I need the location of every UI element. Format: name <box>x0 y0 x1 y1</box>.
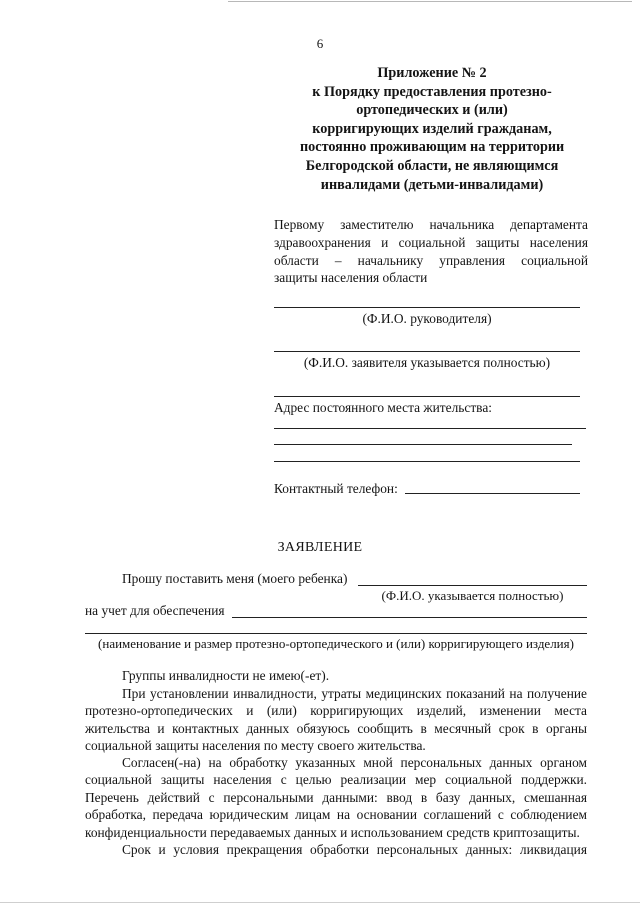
appendix-line: постоянно проживающим на территории <box>300 139 565 156</box>
appendix-line: ортопедических и (или) <box>356 102 508 119</box>
appendix-line: к Порядку предоставления протезно- <box>312 83 552 100</box>
applicant-name-field[interactable] <box>274 351 580 352</box>
addressee-line: области – начальнику управления социальной <box>274 252 588 268</box>
head-name-field[interactable] <box>274 307 580 308</box>
paragraph-line: социальной защиты населения по месту своего жительства. <box>85 738 426 754</box>
appendix-line: корригирующих изделий гражданам, <box>312 120 552 137</box>
paragraph-line: Согласен(-на) на обработку указанных мной персональных данных органом <box>122 755 587 770</box>
scan-edge-bottom <box>0 902 640 903</box>
paragraph-line: социальной защиты населения с целью реализации мер социальной поддержки. <box>85 772 587 788</box>
paragraph-line: жительства и контактных данных обязуюсь сообщить в месячный срок в органы <box>85 720 587 736</box>
paragraph-line: протезно-ортопедических и (или) корригирующих изделий, изменении места <box>85 703 587 719</box>
child-name-field[interactable] <box>358 585 587 586</box>
address-field-line-3[interactable] <box>274 461 580 462</box>
appendix-line: Белгородской области, не являющимся <box>305 157 559 174</box>
paragraph-consent <box>85 754 587 841</box>
item-field-line-2[interactable] <box>85 633 587 634</box>
applicant-name-field-line-2[interactable] <box>274 396 580 397</box>
paragraph-line: Группы инвалидности не имею(-ет). <box>122 668 330 683</box>
paragraph-line: Перечень действий с персональными данными: ввод в базу данных, смешанная <box>85 789 587 805</box>
address-field-line-1[interactable] <box>274 428 586 429</box>
page-number: 6 <box>316 36 324 51</box>
child-name-caption: (Ф.И.О. указывается полностью) <box>381 588 564 603</box>
appendix-line: инвалидами (детьми-инвалидами) <box>320 176 544 193</box>
registration-label: на учет для обеспечения <box>85 603 225 618</box>
appendix-line: Приложение № 2 <box>377 65 487 81</box>
addressee-line: здравоохранения и социальной защиты населения <box>274 234 588 250</box>
paragraph-termination <box>85 841 587 858</box>
paragraph-obligation <box>85 685 587 755</box>
paragraph-line: обработка, передача юридическим лицам на основании соглашений с соблюдением <box>85 807 587 823</box>
document-title: ЗАЯВЛЕНИЕ <box>277 540 363 555</box>
addressee-line: защиты населения области <box>274 270 428 286</box>
address-field-line-2[interactable] <box>274 444 572 445</box>
appendix-heading <box>300 64 564 194</box>
paragraph-line: конфиденциальности передаваемых данных и использованием средств криптозащиты. <box>85 824 580 840</box>
paragraph-line: Срок и условия прекращения обработки персональных данных: ликвидация <box>122 842 587 857</box>
item-caption: (наименование и размер протезно-ортопедического и (или) корригирующего изделия) <box>98 636 574 651</box>
address-label: Адрес постоянного места жительства: <box>274 400 492 415</box>
paragraph-line: При установлении инвалидности, утраты медицинских показаний на получение <box>122 686 587 701</box>
phone-label: Контактный телефон: <box>274 481 398 496</box>
addressee-block <box>274 216 588 287</box>
scan-edge-top <box>228 1 632 2</box>
head-name-caption: (Ф.И.О. руководителя) <box>362 311 492 326</box>
phone-field[interactable] <box>405 493 580 494</box>
item-field-line-1[interactable] <box>232 617 587 618</box>
applicant-name-caption: (Ф.И.О. заявителя указывается полностью) <box>303 355 551 370</box>
addressee-line: Первому заместителю начальника департамента <box>274 217 588 232</box>
paragraph-disability <box>85 667 587 684</box>
request-label: Прошу поставить меня (моего ребенка) <box>122 571 348 586</box>
